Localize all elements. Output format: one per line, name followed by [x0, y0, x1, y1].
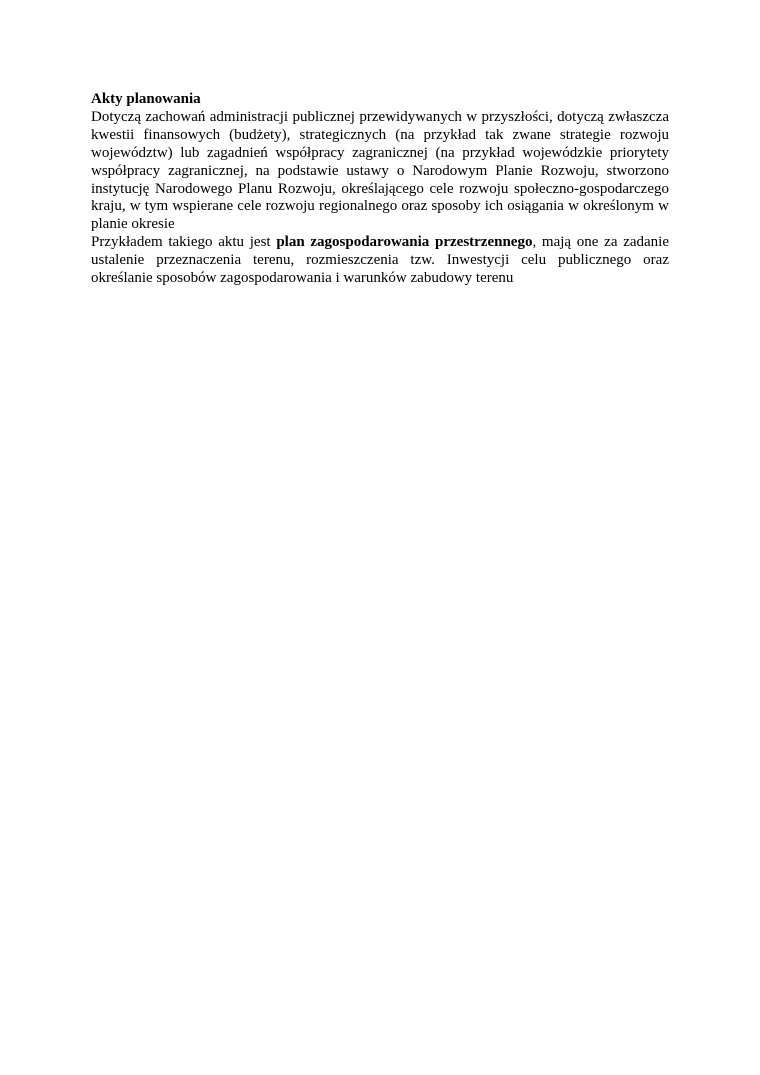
paragraph-planning-acts: Dotyczą zachowań administracji publicznej przewidywanych w przyszłości, dotyczą zwłaszcza kwestii finansowych (budżety), strategicznych (na przykład tak zwane strategie rozwoju województw) lub zagadnień współpracy zagranicznej (na przykład wojewódzkie priorytety współpracy zagranicznej, na podstawie ustawy o Narodowym Planie Rozwoju, stworzono instytucję Narodowego Planu Rozwoju, określającego cele rozwoju społeczno-gospodarczego kraju, w tym wspierane cele rozwoju regionalnego oraz sposoby ich osiągania w określonym w planie okresie	[91, 108, 669, 233]
paragraph-example-rest: , mają one za zadanie ustalenie przeznaczenia terenu, rozmieszczenia tzw. Inwestycji celu publicznego oraz określanie sposobów zagospodarowania i warunków zabudowy terenu	[91, 234, 669, 287]
document-body	[91, 91, 669, 288]
section-heading: Akty planowania	[91, 91, 201, 107]
paragraph-example	[91, 234, 669, 288]
paragraph-example-bold-term: plan zagospodarowania przestrzennego	[276, 234, 533, 251]
paragraph-example-intro: Przykładem takiego aktu jest	[91, 234, 277, 251]
